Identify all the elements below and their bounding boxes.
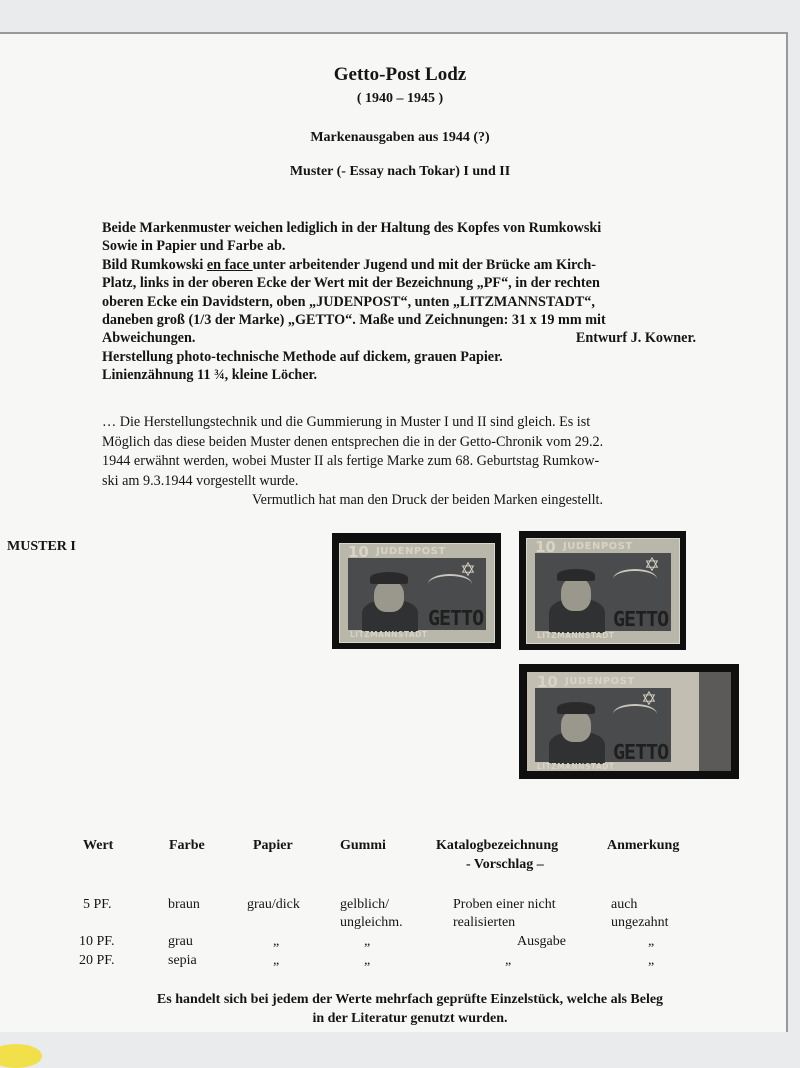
stamp-top-text: JUDENPOST — [563, 541, 633, 552]
cell-farbe: braun — [168, 897, 200, 912]
stamp-bottom-text: LITZMANNSTADT — [350, 630, 428, 639]
cell-wert: 5 PF. — [83, 897, 112, 912]
description-text: Abweichungen. — [102, 330, 196, 347]
stamp-mount-2 — [519, 531, 686, 650]
star-of-david-icon: ✡ — [460, 560, 476, 581]
star-of-david-icon: ✡ — [641, 689, 657, 710]
portrait-icon — [561, 577, 591, 611]
cell-gummi: ungleichm. — [340, 915, 403, 930]
notes-line: … Die Herstellungstechnik und die Gummierung in Muster I und II sind gleich. Es ist — [102, 414, 591, 430]
stamp-value: 10 — [535, 538, 556, 556]
cell-farbe: sepia — [168, 953, 197, 968]
cell-katalog: Proben einer nicht — [453, 897, 556, 912]
description-line: Sowie in Papier und Farbe ab. — [102, 238, 286, 255]
description-line — [102, 256, 696, 274]
description-line: Beide Markenmuster weichen lediglich in der Haltung des Kopfes von Rumkowski — [102, 220, 602, 236]
description-line: Linienzähnung 11 ¾, kleine Löcher. — [102, 367, 318, 384]
header-gummi: Gummi — [340, 838, 386, 853]
cell-gummi: „ — [364, 934, 371, 949]
notes-line: ski am 9.3.1944 vorgestellt wurde. — [102, 472, 299, 489]
cell-gummi: „ — [364, 953, 371, 968]
cell-papier: „ — [273, 934, 280, 949]
footer-line: Es handelt sich bei jedem der Werte mehrfach geprüfte Einzelstück, welche als Beleg — [156, 992, 664, 1007]
stamp-bottom-text: LITZMANNSTADT — [537, 762, 615, 771]
notes-line: Möglich das diese beiden Muster denen entsprechen die in der Getto-Chronik vom 29.2. — [102, 433, 604, 450]
stamp-top-text: JUDENPOST — [565, 676, 635, 687]
cell-wert: 10 PF. — [79, 934, 115, 949]
page-years: ( 1940 – 1945 ) — [356, 91, 444, 106]
cell-papier: „ — [273, 953, 280, 968]
description-text: Bild Rumkowski — [102, 256, 207, 273]
cell-katalog: Ausgabe — [517, 934, 566, 949]
bridge-icon — [428, 574, 472, 594]
page-subtitle: Markenausgaben aus 1944 (?) — [310, 130, 490, 145]
cell-anmerkung: ungezahnt — [611, 915, 669, 930]
cell-anmerkung: auch — [611, 897, 638, 912]
stamp-image-2 — [526, 538, 680, 644]
stamp-image-1 — [339, 543, 495, 643]
cell-wert: 20 PF. — [79, 953, 115, 968]
description-line: daneben groß (1/3 der Marke) „GETTO“. Maße und Zeichnungen: 31 x 19 mm mit — [102, 312, 606, 329]
bridge-icon — [613, 569, 657, 589]
stamp-getto-text: GETTO — [613, 607, 669, 631]
description-text: unter arbeitender Jugend und mit der Brücke am Kirch- — [252, 256, 596, 273]
header-anmerkung: Anmerkung — [607, 838, 680, 853]
cap-icon — [557, 702, 595, 714]
notes-paragraph — [102, 413, 694, 511]
star-of-david-icon: ✡ — [644, 555, 660, 576]
header-katalog: Katalogbezeichnung — [436, 838, 559, 853]
cell-papier: grau/dick — [247, 897, 300, 912]
notes-line: Vermutlich hat man den Druck der beiden Marken eingestellt. — [252, 492, 604, 509]
designer-credit: Entwurf J. Kowner. — [575, 330, 696, 347]
description-line — [102, 329, 696, 347]
stamp-image-3 — [527, 672, 731, 771]
cell-katalog: realisierten — [453, 915, 516, 930]
cell-anmerkung: „ — [648, 934, 655, 949]
sheet-margin — [699, 672, 731, 771]
cell-gummi: gelblich/ — [340, 897, 389, 912]
footer-line: in der Literatur genutzt wurden. — [312, 1011, 508, 1026]
stamp-mount-1 — [332, 533, 501, 649]
description-block — [102, 219, 696, 385]
stamp-top-text: JUDENPOST — [376, 546, 446, 557]
description-line: Platz, links in der oberen Ecke der Wert mit der Bezeichnung „PF“, in der rechten — [102, 275, 600, 292]
page-title: Getto-Post Lodz — [333, 64, 467, 85]
underlined-term: en face — [206, 256, 253, 273]
header-katalog-sub: - Vorschlag – — [466, 857, 544, 872]
header-papier: Papier — [253, 838, 293, 853]
footer-note — [0, 990, 800, 1028]
header-farbe: Farbe — [169, 838, 205, 853]
muster-label: MUSTER I — [7, 539, 76, 554]
stamp-value: 10 — [348, 543, 369, 561]
cell-anmerkung: „ — [648, 953, 655, 968]
stamp-getto-text: GETTO — [428, 606, 484, 630]
portrait-icon — [561, 710, 591, 742]
stamp-mount-3 — [519, 664, 739, 779]
muster-heading: Muster (- Essay nach Tokar) I und II — [289, 164, 511, 179]
cell-farbe: grau — [168, 934, 193, 949]
bridge-icon — [613, 704, 657, 724]
cell-katalog: „ — [505, 953, 512, 968]
description-line: oberen Ecke ein Davidstern, oben „JUDENPOST“, unten „LITZMANNSTADT“, — [102, 293, 595, 310]
stamp-getto-text: GETTO — [613, 740, 669, 764]
notes-line: 1944 erwähnt werden, wobei Muster II als fertige Marke zum 68. Geburtstag Rumkow- — [102, 453, 600, 470]
stamp-value: 10 — [537, 673, 558, 691]
stamp-bottom-text: LITZMANNSTADT — [537, 631, 615, 640]
portrait-icon — [374, 580, 404, 612]
corner-sticker — [0, 1044, 42, 1068]
header-wert: Wert — [83, 838, 114, 853]
cap-icon — [557, 569, 595, 581]
description-line: Herstellung photo-technische Methode auf dickem, grauen Papier. — [102, 348, 503, 365]
cap-icon — [370, 572, 408, 584]
